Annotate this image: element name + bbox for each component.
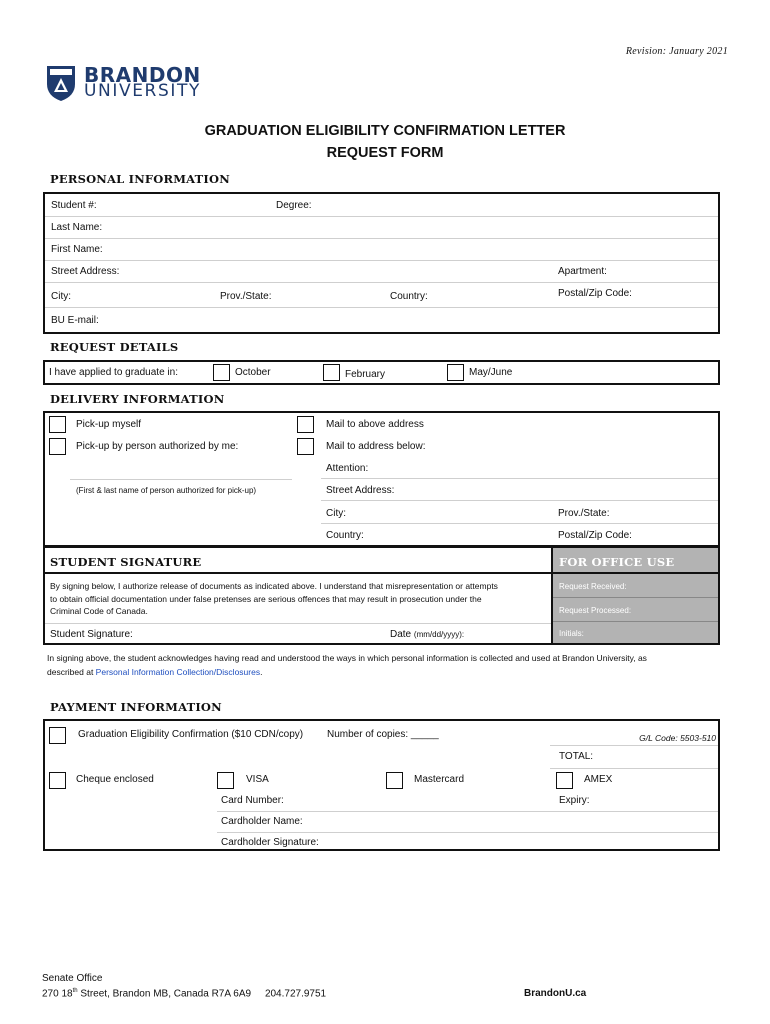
attention-field[interactable]: Attention: xyxy=(326,463,369,474)
student-signature-heading: STUDENT SIGNATURE xyxy=(50,555,202,569)
february-checkbox[interactable] xyxy=(323,364,340,381)
apartment-field[interactable]: Apartment: xyxy=(558,266,607,277)
pickup-self-checkbox[interactable] xyxy=(49,416,66,433)
mail-prov-field[interactable]: Prov./State: xyxy=(558,508,610,519)
mayjune-checkbox[interactable] xyxy=(447,364,464,381)
brandon-university-logo xyxy=(46,64,201,102)
acknowledgement-line1: In signing above, the student acknowledges having read and understood the ways in which personal information is collected and used at Brandon University, as xyxy=(47,653,647,663)
signature-heading-row xyxy=(45,548,551,574)
personal-info-box xyxy=(43,192,720,334)
date-label: Date xyxy=(390,629,412,640)
mail-street-field[interactable]: Street Address: xyxy=(326,485,395,496)
mastercard-checkbox[interactable] xyxy=(386,772,403,789)
acknowledgement-text xyxy=(47,651,747,679)
confirmation-checkbox[interactable] xyxy=(49,727,66,744)
total-field[interactable]: TOTAL: xyxy=(559,751,594,762)
footer-address-suffix: th xyxy=(72,988,78,994)
crest-icon xyxy=(46,64,76,102)
mail-above-label: Mail to above address xyxy=(326,419,424,430)
applied-label: I have applied to graduate in: xyxy=(49,367,178,378)
mail-city-row xyxy=(321,501,718,524)
authorization-text-line3: Criminal Code of Canada. xyxy=(50,606,148,616)
mail-below-label: Mail to address below: xyxy=(326,441,426,452)
privacy-link[interactable]: Personal Information Collection/Disclosures xyxy=(95,667,261,677)
office-use-panel xyxy=(551,574,718,643)
country-field[interactable]: Country: xyxy=(390,291,428,302)
mail-country-field[interactable]: Country: xyxy=(326,530,364,541)
logo-university: UNIVERSITY xyxy=(84,81,201,101)
footer-address xyxy=(42,988,326,999)
october-label: October xyxy=(235,367,271,378)
first-name-field[interactable]: First Name: xyxy=(51,244,103,255)
office-use-heading: FOR OFFICE USE xyxy=(559,555,675,569)
pickup-authorized-label: Pick-up by person authorized by me: xyxy=(76,441,239,452)
footer-website[interactable]: BrandonU.ca xyxy=(524,988,587,999)
expiry-field[interactable]: Expiry: xyxy=(559,795,590,806)
cheque-label: Cheque enclosed xyxy=(76,774,154,785)
form-title xyxy=(0,120,770,164)
initials-label: Initials: xyxy=(559,629,584,638)
date-format: (mm/dd/yyyy): xyxy=(413,630,465,639)
visa-label: VISA xyxy=(246,774,269,785)
amex-checkbox[interactable] xyxy=(556,772,573,789)
row-last-name xyxy=(45,217,718,239)
request-received-label: Request Received: xyxy=(559,582,627,591)
october-checkbox[interactable] xyxy=(213,364,230,381)
revision-date: Revision: January 2021 xyxy=(625,46,728,57)
signature-box xyxy=(43,546,720,645)
pickup-authorized-checkbox[interactable] xyxy=(49,438,66,455)
mastercard-label: Mastercard xyxy=(414,774,465,785)
authorization-text-line1: By signing below, I authorize release of documents as indicated above. I understand that misrepresentation or attempts xyxy=(50,581,498,591)
row-street xyxy=(45,261,718,283)
last-name-field[interactable]: Last Name: xyxy=(51,222,103,233)
prov-state-field[interactable]: Prov./State: xyxy=(220,291,272,302)
cardholder-signature-field[interactable]: Cardholder Signature: xyxy=(221,837,319,848)
footer-address-number: 270 18 xyxy=(42,988,73,1000)
request-processed-label: Request Processed: xyxy=(559,606,632,615)
city-field[interactable]: City: xyxy=(51,291,71,302)
mayjune-label: May/June xyxy=(469,367,513,378)
delivery-info-heading: DELIVERY INFORMATION xyxy=(50,392,225,406)
bu-email-field[interactable]: BU E-mail: xyxy=(51,315,99,326)
office-use-heading-row xyxy=(551,548,718,574)
cheque-checkbox[interactable] xyxy=(49,772,66,789)
row-student xyxy=(45,194,718,217)
delivery-info-box xyxy=(43,411,720,547)
mail-postal-field[interactable]: Postal/Zip Code: xyxy=(558,530,632,541)
personal-info-heading: PERSONAL INFORMATION xyxy=(50,172,230,186)
mail-below-checkbox[interactable] xyxy=(297,438,314,455)
street-address-field[interactable]: Street Address: xyxy=(51,266,120,277)
number-of-copies-field[interactable]: Number of copies: _____ xyxy=(327,729,439,740)
request-details-box xyxy=(43,360,720,385)
logo-brandon: BRANDON xyxy=(84,63,201,87)
authorization-text xyxy=(50,580,550,618)
postal-code-field[interactable]: Postal/Zip Code: xyxy=(558,288,632,299)
mail-above-checkbox[interactable] xyxy=(297,416,314,433)
authorization-text-line2: to obtain official documentation under false pretenses are serious offences that may result in prosecution under the xyxy=(50,593,482,604)
acknowledgement-line2 xyxy=(47,665,747,679)
payment-info-box xyxy=(43,719,720,851)
request-details-heading: REQUEST DETAILS xyxy=(50,340,179,354)
student-signature-field[interactable]: Student Signature: xyxy=(50,629,133,640)
form-title-line1: GRADUATION ELIGIBILITY CONFIRMATION LETTER xyxy=(204,123,566,139)
row-first-name xyxy=(45,239,718,261)
student-number-field[interactable]: Student #: xyxy=(51,200,97,211)
authorized-person-line[interactable] xyxy=(70,479,292,480)
february-label: February xyxy=(345,369,386,380)
gl-code: G/L Code: 5503-510 xyxy=(639,733,716,743)
degree-field[interactable]: Degree: xyxy=(276,200,312,211)
card-number-row xyxy=(217,790,718,812)
payment-info-heading: PAYMENT INFORMATION xyxy=(50,700,222,714)
footer-office: Senate Office xyxy=(42,973,103,984)
acknowledgement-prefix: described at xyxy=(47,667,96,677)
attention-row xyxy=(321,457,718,479)
card-number-field[interactable]: Card Number: xyxy=(221,795,284,806)
form-title-line2: REQUEST FORM xyxy=(326,145,444,161)
pickup-self-label: Pick-up myself xyxy=(76,419,142,430)
authorized-person-note: (First & last name of person authorized for pick-up) xyxy=(76,486,257,495)
amex-label: AMEX xyxy=(584,774,613,785)
cardholder-name-field[interactable]: Cardholder Name: xyxy=(221,816,303,827)
signature-divider xyxy=(45,623,551,624)
mail-city-field[interactable]: City: xyxy=(326,508,346,519)
visa-checkbox[interactable] xyxy=(217,772,234,789)
date-field[interactable] xyxy=(390,629,464,640)
footer-address-rest: Street, Brandon MB, Canada R7A 6A9 204.727.9751 xyxy=(77,988,327,1000)
confirmation-label: Graduation Eligibility Confirmation ($10 CDN/copy) xyxy=(78,729,304,740)
acknowledgement-suffix: . xyxy=(260,667,263,677)
